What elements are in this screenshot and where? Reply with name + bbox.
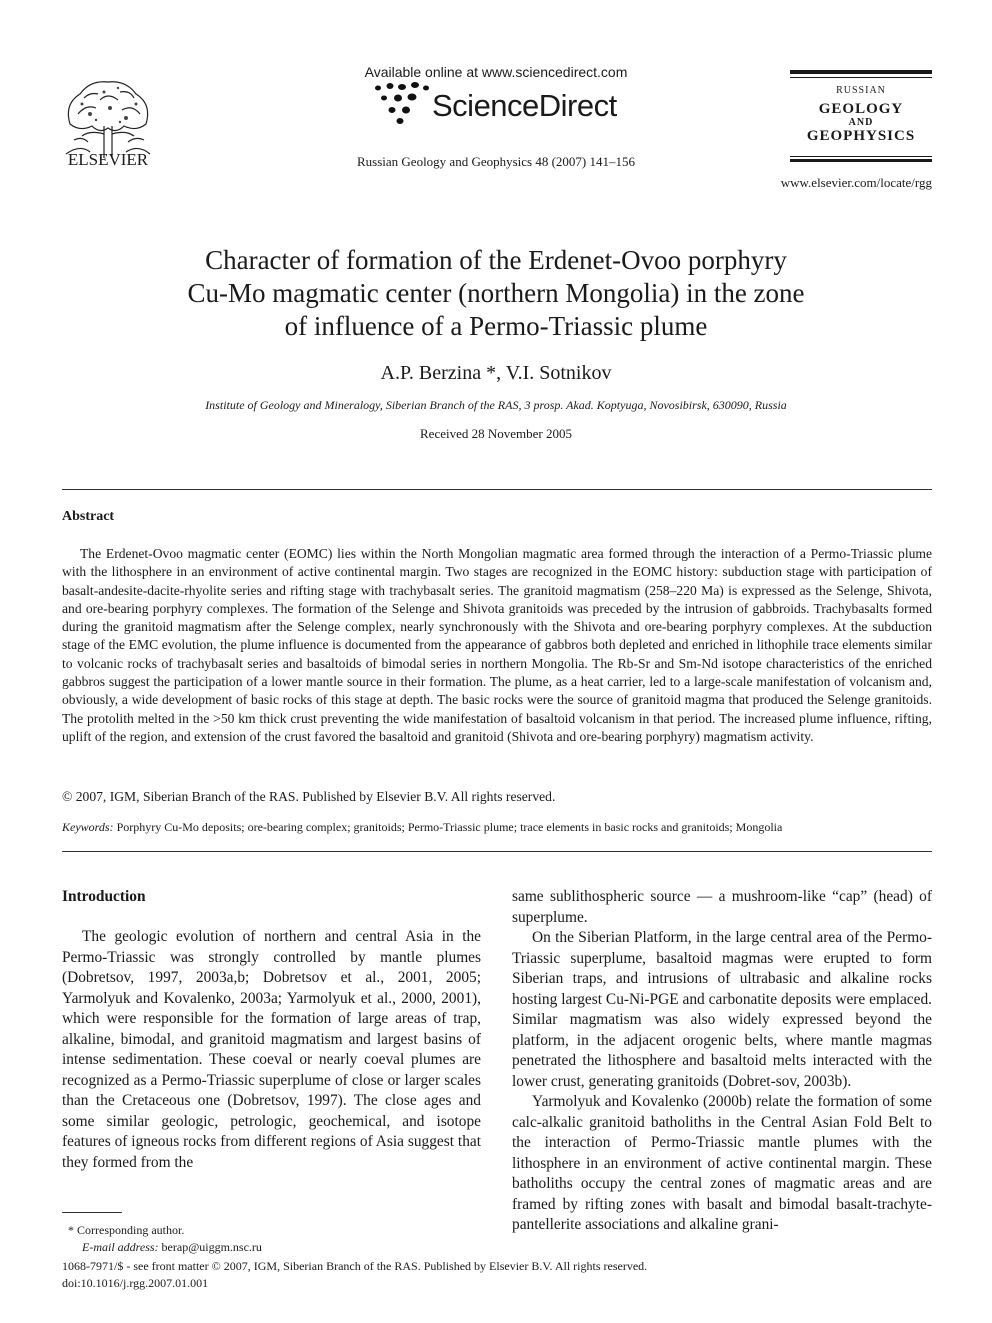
sciencedirect-wordmark: ScienceDirect <box>432 88 617 123</box>
footnote-rule <box>62 1212 122 1213</box>
journal-logo-rule <box>790 77 932 78</box>
issn-line: 1068-7971/$ - see front matter © 2007, IGM, Siberian Branch of the RAS. Published by Elsevier B.V. All rights reserved. <box>62 1259 648 1273</box>
abstract-body: The Erdenet-Ovoo magmatic center (EOMC) lies within the North Mongolian magmatic area formed through the interaction of a Permo-Triassic plume with the lithosphere in an environment of active continental margin. Two stages are recognized in the EOMC history: subduction stage with participation of basalt-andesite-dacite-rhyolite series and rifting stage with trachybasalt series. The granitoid magmatism (258–220 Ma) is expressed as the Selenge, Shivota, and ore-bearing porphyry complexes. The formation of the Selenge and Shivota granitoids was preceded by the intrusion of gabbroids. Trachybasalts formed during the granitoid magmatism after the Selenge complex, nearly synchronously with the Shivota and ore-bearing porphyry complexes. At the subduction stage of the EMC evolution, the plume influence is documented from the appearance of gabbros both depleted and enriched in lithophile trace elements similar to volcanic rocks of trachybasalt series and basaltoids of bimodal series in northern Mongolia. The Rb-Sr and Sm-Nd isotope characteristics of the enriched gabbros suggest the participation of a lower mantle source in their formation. The plume, as a heat carrier, led to a large-scale manifestation of volcanism and, obviously, a wide development of basic rocks of this stage at depth. The basic rocks were the source of granitoid magma that produced the Selenge granitoids. The protolith melted in the >50 km thick crust preventing the wide manifestation of basaltoid volcanism in that period. The increased plume influence, rifting, uplift of the region, and extension of the crust favored the basaltoid and granitoid (Shivota and ore-bearing porphyry) magmatism activity. <box>62 546 932 744</box>
journal-logo-line: GEOLOGY <box>818 101 904 117</box>
keywords <box>62 820 932 835</box>
section-divider <box>62 489 932 490</box>
abstract-copyright: © 2007, IGM, Siberian Branch of the RAS. Published by Elsevier B.V. All rights reserved. <box>62 789 556 804</box>
journal-logo-line: AND <box>848 117 874 128</box>
keywords-label: Keywords: <box>62 820 114 834</box>
journal-logo-rule <box>790 159 932 162</box>
journal-logo-rule <box>790 70 932 74</box>
journal-logo <box>790 86 932 144</box>
corresponding-author-note: * Corresponding author. <box>68 1223 185 1237</box>
title-line: Character of formation of the Erdenet-Ovoo porphyry <box>205 245 787 275</box>
publisher-name: ELSEVIER <box>67 150 149 169</box>
email-link[interactable]: berap@uiggm.nsc.ru <box>161 1240 262 1254</box>
sciencedirect-dots-icon <box>370 82 430 126</box>
footnote <box>62 1222 262 1256</box>
doi-link[interactable]: doi:10.1016/j.rgg.2007.01.001 <box>62 1276 209 1290</box>
journal-logo-rule <box>790 156 932 157</box>
title-line: of influence of a Permo-Triassic plume <box>284 311 708 341</box>
available-online-text[interactable]: Available online at www.sciencedirect.com <box>364 64 628 80</box>
author-affiliation: Institute of Geology and Mineralogy, Siberian Branch of the RAS, 3 prosp. Akad. Koptyuga, Novosibirsk, 630090, Russia <box>205 398 787 412</box>
introduction-heading: Introduction <box>62 888 146 905</box>
front-matter-info <box>62 1258 647 1292</box>
body-paragraph: Yarmolyuk and Kovalenko (2000b) relate the formation of some calc-alkalic granitoid batholiths in the Central Asian Fold Belt to the interaction of Permo-Triassic mantle plumes with the lithosphere in an environment of active continental margin. These batholiths occupy the central zones of magmatic areas and are framed by rifting zones with basalt and bimodal basalt-trachyte-pantellerite associations and alkaline grani- <box>512 1093 932 1233</box>
body-paragraph: On the Siberian Platform, in the large central area of the Permo-Triassic superplume, basaltoid magmas were erupted to form Siberian traps, and intrusions of ultrabasic and alkaline rocks hosting largest Cu-Ni-PGE and carbonatite deposits were emplaced. Similar magmatism was also widely expressed beyond the platform, in the adjacent orogenic belts, where mantle magmas penetrated the lithosphere and basaltoid melts interacted with the lower crust, generating granitoids (Dobret-sov, 2003b). <box>512 929 932 1090</box>
title-line: Cu-Mo magmatic center (northern Mongolia) in the zone <box>187 278 805 308</box>
received-date: Received 28 November 2005 <box>420 426 572 441</box>
journal-logo-line: GEOPHYSICS <box>806 128 916 144</box>
left-column <box>62 927 481 1173</box>
body-paragraph: same sublithospheric source — a mushroom-like “cap” (head) of superplume. <box>512 888 932 926</box>
section-divider <box>62 851 932 852</box>
journal-citation: Russian Geology and Geophysics 48 (2007) 141–156 <box>356 154 636 169</box>
journal-url-link[interactable]: www.elsevier.com/locate/rgg <box>780 175 932 190</box>
body-paragraph: The geologic evolution of northern and central Asia in the Permo-Triassic was strongly controlled by mantle plumes (Dobretsov, 1997, 2003a,b; Dobretsov et al., 2001, 2005; Yarmolyuk and Kovalenko, 2003a; Yarmolyuk et al., 2000, 2001), which were responsible for the formation of large areas of trap, alkaline, bimodal, and granitoid magmatism and largest basins of intense sedimentation. These coeval or nearly coeval plumes are recognized as a Permo-Triassic superplume of close or larger scales than the Cretaceous one (Dobretsov, 1997). The close ages and some similar geologic, petrologic, geochemical, and isotope features of igneous rocks from different regions of Asia suggest that they formed from the <box>62 928 481 1171</box>
keywords-list: Porphyry Cu-Mo deposits; ore-bearing complex; granitoids; Permo-Triassic plume; trace elements in basic rocks and granitoids; Mongolia <box>116 820 783 834</box>
article-title <box>100 244 892 343</box>
journal-logo-line: RUSSIAN <box>836 85 886 96</box>
article-authors: A.P. Berzina *, V.I. Sotnikov <box>380 362 612 384</box>
email-line <box>62 1239 262 1256</box>
abstract-heading: Abstract <box>62 509 115 524</box>
right-column <box>512 887 932 1236</box>
email-label: E-mail address: <box>82 1240 159 1254</box>
